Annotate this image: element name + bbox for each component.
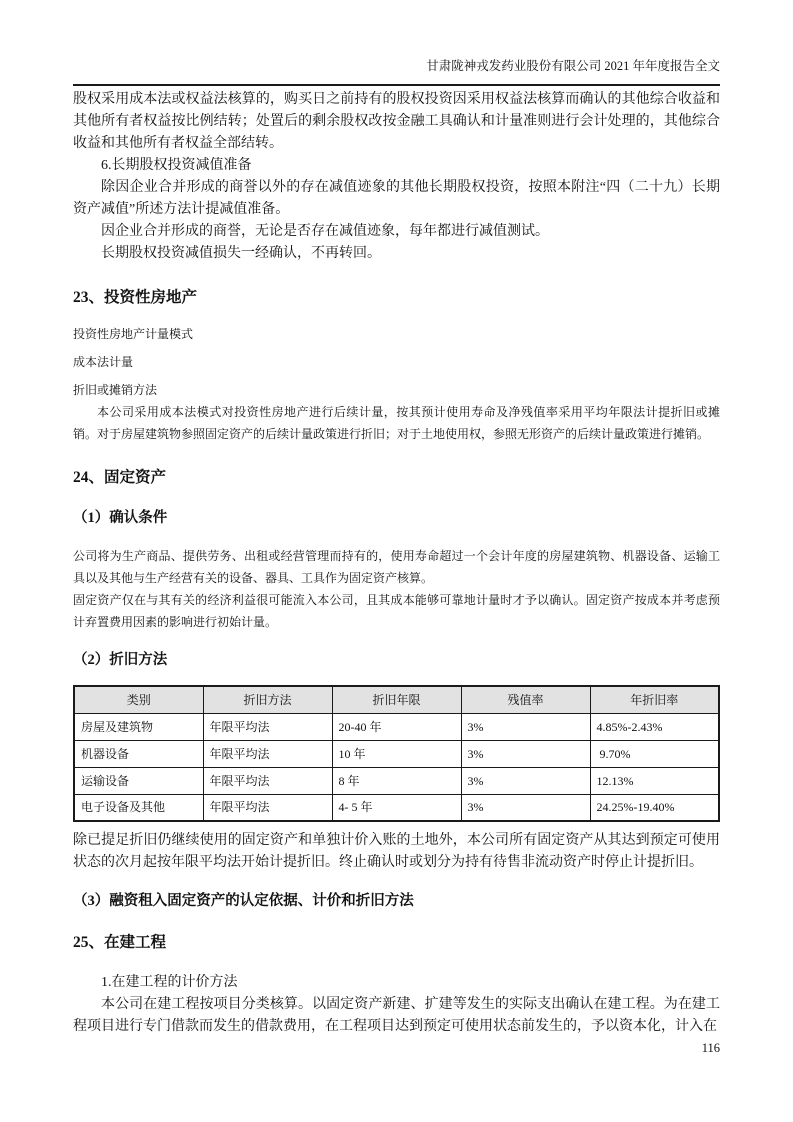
col-header-category: 类别 bbox=[74, 686, 203, 713]
cell-annual-rate: 24.25%-19.40% bbox=[590, 794, 719, 821]
cell-residual-rate: 3% bbox=[461, 740, 590, 767]
section-heading-investment-property: 23、投资性房地产 bbox=[73, 289, 198, 306]
para-goodwill-test: 因企业合并形成的商誉，无论是否存在减值迹象，每年都进行减值测试。 bbox=[101, 224, 549, 239]
para-cip-valuation-title: 1.在建工程的计价方法 bbox=[101, 975, 238, 990]
cell-residual-rate: 3% bbox=[461, 794, 590, 821]
para-ltei-impairment-title: 6.长期股权投资减值准备 bbox=[101, 158, 252, 173]
cell-category: 房屋及建筑物 bbox=[74, 713, 203, 740]
cell-method: 年限平均法 bbox=[203, 767, 332, 794]
cell-years: 8 年 bbox=[332, 767, 461, 794]
line-measurement-mode-value: 成本法计量 bbox=[73, 355, 134, 369]
subheading-depreciation-method: （2）折旧方法 bbox=[73, 652, 168, 668]
col-header-method: 折旧方法 bbox=[203, 686, 332, 713]
cell-annual-rate: 4.85%-2.43% bbox=[590, 713, 719, 740]
para-depreciation-note: 除已提足折旧仍继续使用的固定资产和单独计价入账的土地外，本公司所有固定资产从其达到预定可使用状态的次月起按年限平均法开始计提折旧。终止确认时或划分为持有待售非流动资产时停止计提折旧。 bbox=[73, 833, 720, 870]
report-title: 甘肃陇神戎发药业股份有限公司 2021 年年度报告全文 bbox=[426, 59, 720, 73]
cell-annual-rate: 9.70% bbox=[590, 740, 719, 767]
cell-annual-rate: 12.13% bbox=[590, 767, 719, 794]
subheading-recognition-criteria: （1）确认条件 bbox=[73, 510, 168, 526]
cell-method: 年限平均法 bbox=[203, 740, 332, 767]
table-row-transport bbox=[74, 767, 719, 794]
para-fixed-asset-definition: 公司将为生产商品、提供劳务、出租或经营管理而持有的，使用寿命超过一个会计年度的房屋建筑物、机器设备、运输工具以及其他与生产经营有关的设备、器具、工具作为固定资产核算。 bbox=[73, 549, 720, 585]
para-ltei-impairment-method: 除因企业合并形成的商誉以外的存在减值迹象的其他长期股权投资，按照本附注“四（二十九）长期资产减值”所述方法计提减值准备。 bbox=[73, 180, 720, 217]
cell-residual-rate: 3% bbox=[461, 767, 590, 794]
depreciation-table-header-row bbox=[74, 686, 719, 713]
col-header-residual-rate: 残值率 bbox=[461, 686, 590, 713]
cell-category: 机器设备 bbox=[74, 740, 203, 767]
col-header-annual-rate: 年折旧率 bbox=[590, 686, 719, 713]
cell-residual-rate: 3% bbox=[461, 713, 590, 740]
cell-category: 运输设备 bbox=[74, 767, 203, 794]
cell-years: 10 年 bbox=[332, 740, 461, 767]
para-impairment-no-reversal: 长期股权投资减值损失一经确认，不再转回。 bbox=[101, 246, 381, 261]
section-heading-fixed-assets: 24、固定资产 bbox=[73, 469, 167, 486]
table-row-electronics bbox=[74, 794, 719, 821]
para-investment-property-measurement: 本公司采用成本法模式对投资性房地产进行后续计量，按其预计使用寿命及净残值率采用平均年限法计提折旧或摊销。对于房屋建筑物参照固定资产的后续计量政策进行折旧；对于土地使用权，参照无形资产的后续计量政策进行摊销。 bbox=[73, 405, 720, 441]
page-header bbox=[73, 0, 720, 86]
subheading-finance-lease: （3）融资租入固定资产的认定依据、计价和折旧方法 bbox=[73, 893, 414, 909]
line-depreciation-method-label: 折旧或摊销方法 bbox=[73, 383, 158, 397]
table-row-machinery bbox=[74, 740, 719, 767]
page-number: 116 bbox=[701, 1041, 720, 1055]
cell-years: 20-40 年 bbox=[332, 713, 461, 740]
section-heading-construction-in-progress: 25、在建工程 bbox=[73, 934, 167, 951]
para-cip-valuation-method: 本公司在建工程按项目分类核算。以固定资产新建、扩建等发生的实际支出确认在建工程。为在建工程项目进行专门借款而发生的借款费用，在工程项目达到预定可使用状态前发生的，予以资本化，计入在 bbox=[73, 997, 720, 1034]
table-row-buildings bbox=[74, 713, 719, 740]
cell-category: 电子设备及其他 bbox=[74, 794, 203, 821]
page-content bbox=[73, 89, 720, 1038]
cell-method: 年限平均法 bbox=[203, 713, 332, 740]
cell-years: 4- 5 年 bbox=[332, 794, 461, 821]
line-measurement-mode-label: 投资性房地产计量模式 bbox=[73, 327, 194, 341]
para-fixed-asset-recognition: 固定资产仅在与其有关的经济利益很可能流入本公司，且其成本能够可靠地计量时才予以确认。固定资产按成本并考虑预计弃置费用因素的影响进行初始计量。 bbox=[73, 593, 720, 629]
col-header-years: 折旧年限 bbox=[332, 686, 461, 713]
depreciation-table bbox=[73, 685, 720, 822]
para-equity-carryover: 股权采用成本法或权益法核算的，购买日之前持有的股权投资因采用权益法核算而确认的其他综合收益和其他所有者权益按比例结转；处置后的剩余股权改按金融工具确认和计量准则进行会计处理的，其他综合收益和其他所有者权益全部结转。 bbox=[73, 92, 720, 151]
cell-method: 年限平均法 bbox=[203, 794, 332, 821]
